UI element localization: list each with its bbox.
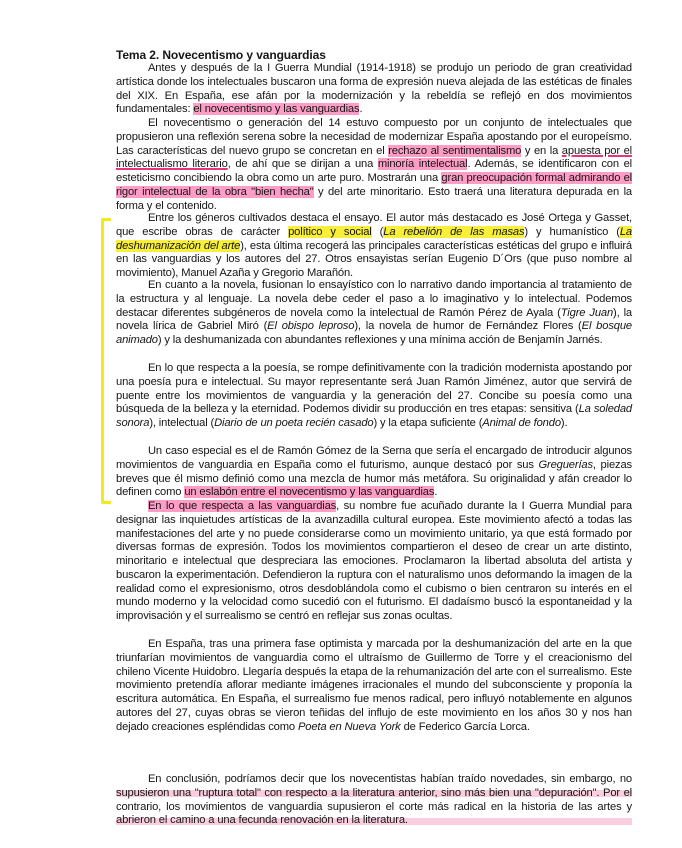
text-run: y en la <box>521 144 562 157</box>
paragraph-novecentismo <box>116 117 632 213</box>
text-run: El novecentismo o generación del 14 estuvo compuesto por un conjunto de intelectuales que propusieron una reflexión serena sobre la necesidad de modernizar España apostando por el europeísmo. Las características del nuevo grupo se concretan en el <box>116 117 632 157</box>
highlighted-text: gran preocupación formal admirando el rigor intelectual de la obra "bien hecha" <box>116 172 633 198</box>
text-run: En lo que respecta a la poesía, se rompe definitivamente con la tradición modernista apostando por una poesía pura e intelectual. Su mayor representante será Juan Ramón Jiménez, autor que servirá de puente entre los movimientos de vanguardia y la generación del 27. Concibe su poesía como una búsqueda de la belleza y la eternidad. Podemos dividir su producción en tres etapas: sensitiva ( <box>116 362 632 416</box>
text-run: ) y la etapa suficiente ( <box>373 417 483 429</box>
text-run: El bosque animado <box>116 320 632 346</box>
paragraph-novela <box>116 279 632 348</box>
text-run: En cuanto a la novela, fusionan lo ensayístico con lo narrativo dando importancia al tratamiento de la estructura y al lenguaje. La novela debe ceder el paso a lo imaginativo y lo intelectual. Podemos destacar diferentes subgéneros de novela como la intelectual de Ramón Pérez de Ayala ( <box>116 279 632 319</box>
paragraph-ensayo <box>116 212 632 281</box>
text-run: La soledad sonora <box>116 403 633 429</box>
text-run: ), la novela de humor de Fernández Flores ( <box>354 320 582 333</box>
highlighted-text: La deshumanización del arte <box>116 225 633 252</box>
text-run: de Federico García Lorca. <box>400 720 530 733</box>
highlighted-text: rechazo al sentimentalismo <box>388 144 522 157</box>
margin-bracket-highlight <box>101 218 111 504</box>
highlighted-text: La rebelión de las masas <box>383 225 525 238</box>
text-run: . <box>434 486 438 499</box>
text-run: Poeta en Nueva York <box>297 720 401 733</box>
text-run: ) y humanístico ( <box>524 225 620 238</box>
text-run: Entre los géneros cultivados destaca el ensayo. El autor más destacado es José Ortega y Gasset, que escribe obras de carácter <box>116 212 632 238</box>
text-run: Tigre Juan <box>560 306 614 319</box>
highlighted-text: político y social <box>288 225 372 238</box>
paragraph-vanguardias-espana <box>116 638 632 734</box>
text-run: ) y la deshumanizada con abundantes reflexiones y una mínima acción de Benjamín Jarnés. <box>157 334 603 346</box>
paragraph-gomez-de-la-serna <box>116 445 632 500</box>
text-run: Animal de fondo <box>482 417 561 429</box>
text-run: Un caso especial es el de Ramón Gómez de la Serna que sería el encargado de introducir algunos movimientos de vanguardia en España como el futurismo, aunque destacó por sus <box>116 445 632 471</box>
text-run: , de ahí que se dirijan a una <box>227 158 378 171</box>
paragraph-intro <box>116 62 632 117</box>
text-run: Antes y después de la I Guerra Mundial (1914-1918) se produjo un periodo de gran creatividad artística donde los intelectuales buscaron una forma de expresión nueva alejada de las estéticas de finales del XIX. En España, ese afán por la modernización y la rebeldía se reflejó en dos movimientos fundamentales: <box>116 62 632 116</box>
highlighted-text: apuesta por el intelectualismo literario <box>116 144 632 171</box>
text-run: Diario de un poeta recién casado <box>214 417 374 429</box>
text-run: . <box>359 103 363 116</box>
highlighted-text: el novecentismo y las vanguardias <box>193 103 360 116</box>
paragraph-poesia <box>116 362 632 431</box>
text-run: ), esta última recogerá las principales características estéticas del grupo e influirá en las vanguardias y los autores del 27. Otros ensayistas serían Eugenio D´Ors (que puso nombre al movimiento), Manuel Azaña y Gregorio Marañón. <box>116 239 632 279</box>
highlighted-text: En lo que respecta a las vanguardias <box>148 500 337 512</box>
paragraph-vanguardias <box>116 500 632 624</box>
highlighted-text: un eslabón entre el novecentismo y las vanguardias <box>184 486 435 499</box>
highlighted-text: minoría intelectual <box>377 158 468 171</box>
text-run: ). <box>560 417 568 429</box>
text-run: Greguerías <box>538 458 593 471</box>
text-run: , piezas breves que él mismo definió como una mezcla de humor más metáfora. Su originalidad y afán creador lo definen como <box>116 458 632 499</box>
text-run: . Además, se identificaron con el esteticismo concibiendo la obra como un arte puro. Mostrarán una <box>116 158 632 184</box>
text-run: , su nombre fue acuñado durante la I Guerra Mundial para designar las inquietudes artísticas de la avanzadilla cultural europea. Este movimiento afectó a todas las manifestaciones del arte y no puede considerarse como un movimiento unitario, ya que está formado por diversas formas de expresión. Todos los movimientos compartieron el deseo de crear un arte distinto, minoritario e intelectual que despreciara las emociones. Proclamaron la libertad absoluta del artista y buscaron la experimentación. Defendieron la ruptura con el naturalismo unos deformando la imagen de la realidad como el expresionismo, otros desdoblándola como el cubismo o bien centraron su interés en el mundo moderno y la velocidad como sucedió con el futurismo. El dadaísmo buscó la espontaneidad y la improvisación y el surrealismo se centró en reflejar sus zonas ocultas. <box>116 500 632 622</box>
text-run: ), la novela lírica de Gabriel Miró ( <box>116 306 633 333</box>
text-run: En España, tras una primera fase optimista y marcada por la deshumanización del arte en la que triunfarían movimientos de vanguardia como el ultraísmo de Guillermo de Torre y el creacionismo del chileno Vicente Huidobro. Llegaría después la etapa de la rehumanización del arte con el surrealismo. Este movimiento pretendía aflorar mediante imágenes irracionales el mundo del subconsciente y proponía la escritura automática. En España, el surrealismo fue menos radical, pero influyó notablemente en algunos autores del 27, cuyas obras se vieron teñidas del influjo de este movimiento en los años 30 y nos han dejado creaciones espléndidas como <box>116 638 632 733</box>
text-run: En conclusión, podríamos decir que los novecentistas habían traído novedades, sin embargo, no supusieron una "ruptura total" con respecto a la literatura anterior, sino más bien una "depuración". Por el contrario, los movimientos de vanguardia supusieron el corte más radical en la historia de las artes y abrieron el camino a una fecunda renovación en la literatura. <box>116 773 632 827</box>
text-run: El obispo leproso <box>267 320 355 333</box>
text-run: ( <box>371 225 384 238</box>
paragraph-conclusion <box>116 773 632 828</box>
page-title: Tema 2. Novecentismo y vanguardias <box>116 48 326 62</box>
text-run: ), intelectual ( <box>149 417 215 429</box>
text-run: y del arte minoritario. Esto traerá una literatura depurada en la forma y el contenido. <box>116 185 632 212</box>
